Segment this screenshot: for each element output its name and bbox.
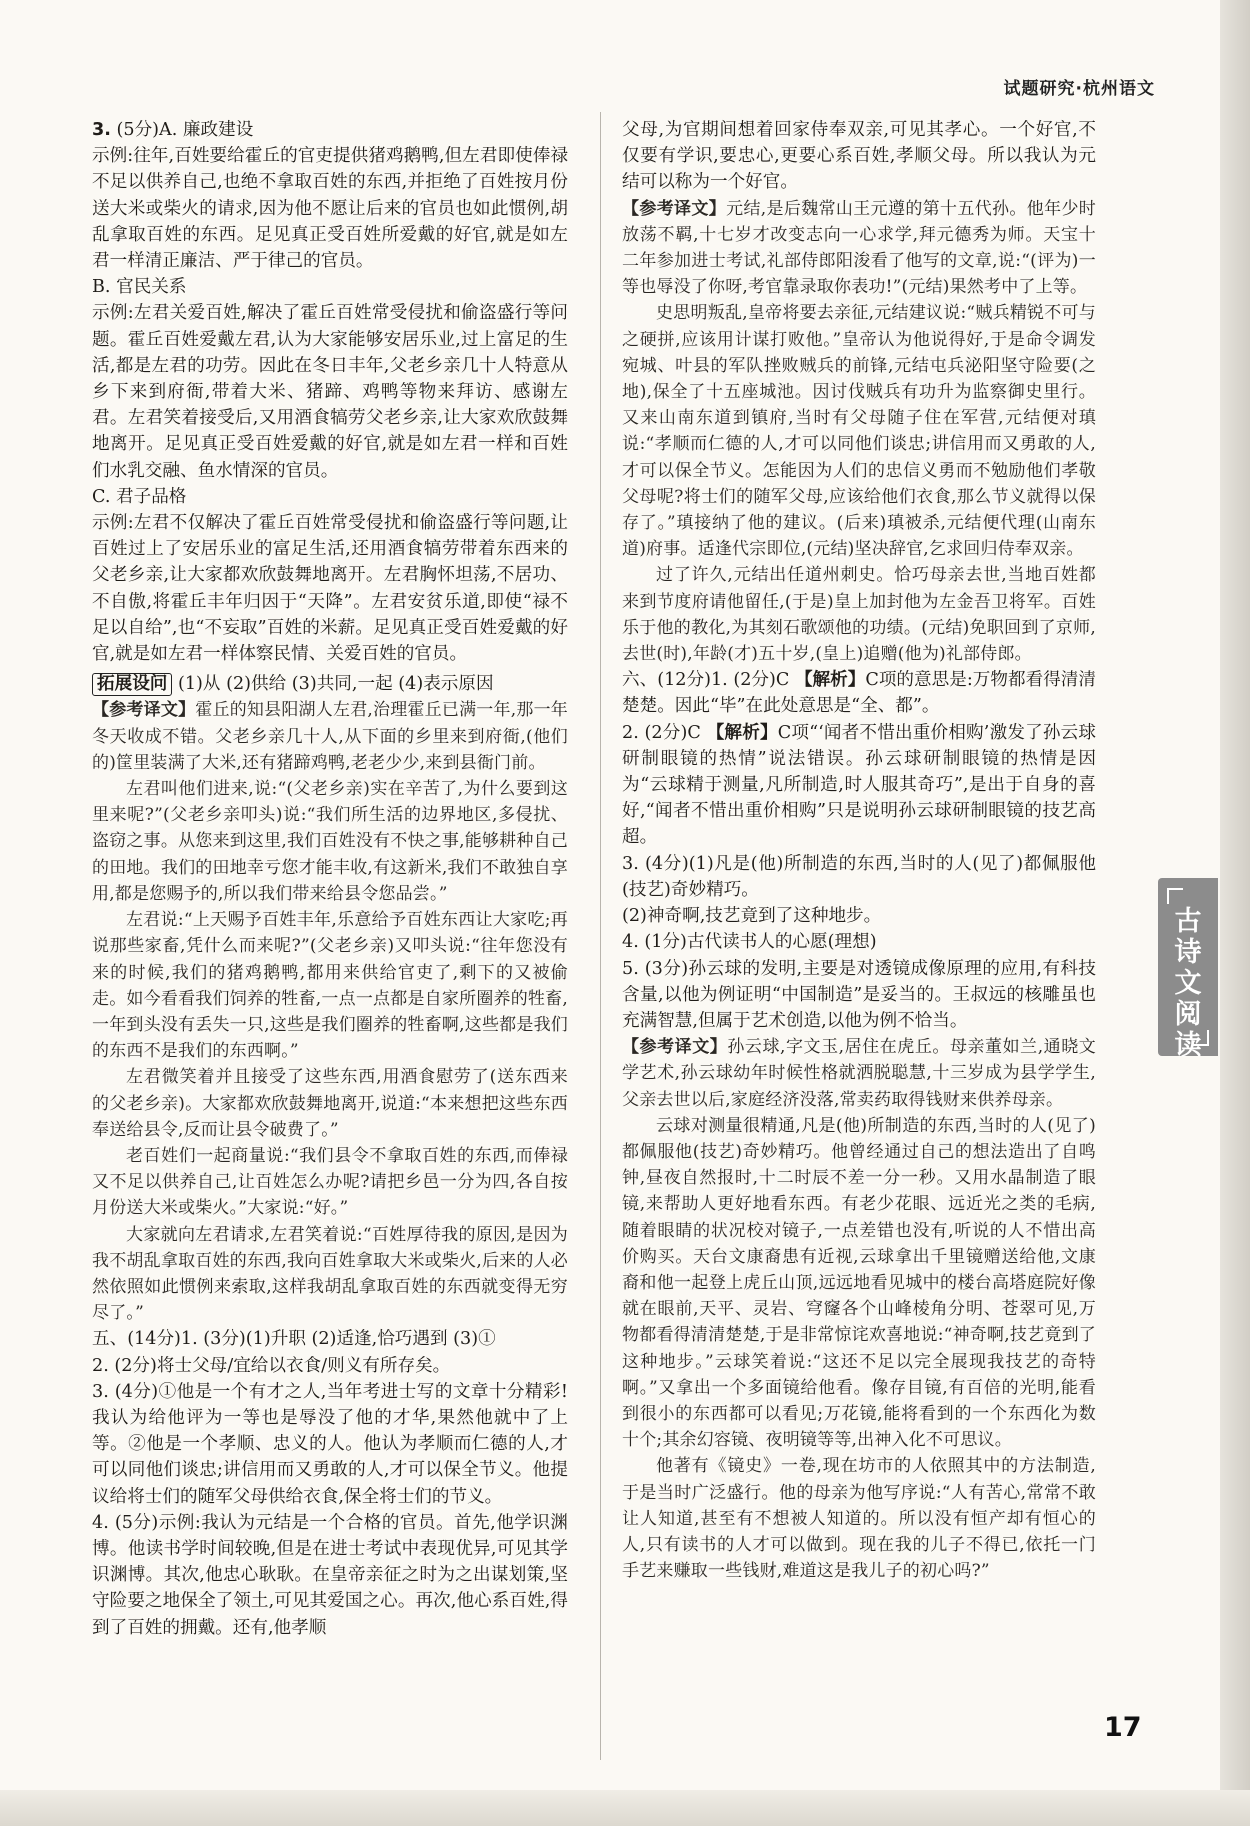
page-bottom-shadow	[0, 1790, 1250, 1826]
extension-answers	[92, 671, 568, 697]
q4-continuation: 父母,为官期间想着回家侍奉双亲,可见其孝心。一个好官,不仅要有学识,要忠心,更要心系百姓,孝顺父母。所以我认为元结可以称为一个好官。	[622, 120, 1096, 193]
bracket-bottom-icon	[1193, 1030, 1209, 1046]
section6-q2-answer: 2. (2分)C	[622, 722, 701, 743]
running-header: 试题研究·杭州语文	[1003, 79, 1155, 99]
q3-a-example: 示例:往年,百姓要给霍丘的官吏提供猪鸡鹅鸭,但左君即使俸禄不足以供养自己,也绝不拿取百姓的东西,并拒绝了百姓按月份送大米或柴火的请求,因为他不愿让后来的官员也如此惯例,胡乱拿取百姓的东西。足见真正受百姓所爱戴的好官,就是如左君一样清正廉洁、严于律己的官员。	[92, 146, 568, 272]
reference-label: 【参考译文】	[92, 700, 196, 721]
page-number: 17	[1104, 1712, 1142, 1743]
section6-q1-answer: 1. (2分)C	[710, 670, 790, 691]
translation-p2: 左君叫他们进来,说:“(父老乡亲)实在辛苦了,为什么要到这里来呢?”(父老乡亲叩头)说:“我们所生活的边界地区,多侵扰、盗窃之事。从您来到这里,我们百姓没有不快之事,能够耕种自己的田地。我们的田地幸亏您才能丰收,有这新米,我们不敢独自享用,都是您赐予的,所以我们带来给县令您品尝。”	[92, 779, 568, 904]
side-tab-char: 读	[1174, 1030, 1202, 1061]
reference-label-3: 【参考译文】	[622, 1037, 728, 1058]
side-tab-char: 文	[1174, 968, 1202, 999]
section6-q2-analysis: C项“‘闻者不惜出重价相购’激发了孙云球研制眼镜的热情”说法错误。孙云球研制眼镜的热情是因为“云球精于测量,凡所制造,时人服其奇巧”,是出于自身的喜好,“闻者不惜出重价相购”只是说明孙云球研制眼镜的技艺高超。	[622, 722, 1096, 848]
translation-p6: 大家就向左君请求,左君笑着说:“百姓厚待我的原因,是因为我不胡乱拿取百姓的东西,我向百姓拿取大米或柴火,后来的人必然依照如此惯例来索取,这样我胡乱拿取百姓的东西就变得无穷尽了。”	[92, 1224, 568, 1324]
translation-yuanjie-p1	[622, 196, 1096, 301]
q3-b-example: 示例:左君关爱百姓,解决了霍丘百姓常受侵扰和偷盗盛行等问题。霍丘百姓爱戴左君,认为大家能够安居乐业,过上富足的生活,都是左君的功劳。因此在冬日丰年,父老乡亲几十人特意从乡下来到府衙,带着大米、猪蹄、鸡鸭等物来拜访、感谢左君。左君笑着接受后,又用酒食犒劳父老乡亲,让大家欢欣鼓舞地离开。足见真正受百姓爱戴的好官,就是如左君一样和百姓们水乳交融、鱼水情深的官员。	[92, 303, 568, 481]
translation-p5: 老百姓们一起商量说:“我们县令不拿取百姓的东西,而俸禄又不足以供养自己,让百姓怎么办呢?请把乡邑一分为四,各自按月份送大米或柴火。”大家说:“好。”	[92, 1145, 568, 1219]
translation-yuanjie-p2: 史思明叛乱,皇帝将要去亲征,元结建议说:“贼兵精锐不可与之硬拼,应该用计谋打败他。”皇帝认为他说得好,于是命令调发宛城、叶县的军队挫败贼兵的前锋,元结屯兵泌阳坚守险要(之地),保全了十五座城池。因讨伐贼兵有功升为监察御史里行。又来山南东道到镇府,当时有父母随子住在军营,元结便对瑱说:“孝顺而仁德的人,才可以同他们谈忠;讲信用而又勇敢的人,才可以保全节义。怎能因为人们的忠信义勇而不勉励他们孝敬父母呢?将士们的随军父母,应该给他们衣食,那么节义就得以保存了。”瑱接纳了他的建议。(后来)瑱被杀,元结便代理(山南东道)府事。适逢代宗即位,(元结)坚决辞官,乞求回归侍奉双亲。	[622, 303, 1096, 560]
q3-a-title: (5分)A. 廉政建设	[116, 120, 254, 140]
analysis-label-2: 【解析】	[706, 722, 778, 743]
section6-heading: 六、(12分)	[622, 670, 711, 691]
translation-yuanjie-p3: 过了许久,元结出任道州刺史。恰巧母亲去世,当地百姓都来到节度府请他留任,(于是)皇上加封他为左金吾卫将军。百姓乐于他的教化,为其刻石歌颂他的功绩。(元结)免职回到了京师,去世(时),年龄(才)五十岁,(皇上)追赠(他为)礼部侍郎。	[622, 565, 1096, 665]
q3-c-title: C. 君子品格	[92, 486, 187, 507]
section5-q2: 2. (2分)将士父母/宜给以衣食/则义有所存矣。	[92, 1355, 451, 1376]
translation-p4: 左君微笑着并且接受了这些东西,用酒食慰劳了(送东西来的父老乡亲)。大家都欢欣鼓舞地离开,说道:“本来想把这些东西奉送给县令,反而让县令破费了。”	[92, 1067, 568, 1140]
section6-q1-analysis: C项的意思是:万物都看得清清楚楚。因此“毕”在此处意思是“全、都”。	[622, 670, 1096, 717]
side-tab-char: 诗	[1174, 937, 1202, 968]
side-tab-char: 阅	[1174, 999, 1202, 1030]
side-tab-char: 古	[1174, 906, 1202, 937]
section5-q3: 3. (4分)①他是一个有才之人,当年考进士写的文章十分精彩!我认为给他评为一等也是辱没了他的才华,果然他就中了上等。②他是一个孝顺、忠义的人。他认为孝顺而仁德的人,才可以同他们谈忠;讲信用而又勇敢的人,才可以保全节义。他提议给将士们的随军父母供给衣食,保全将士们的节义。	[92, 1381, 568, 1507]
right-column	[622, 117, 1096, 1584]
reference-label-2: 【参考译文】	[622, 198, 727, 219]
section5-q1	[92, 1326, 568, 1352]
q3-b-title: B. 官民关系	[92, 277, 187, 298]
page-edge-shadow	[1220, 0, 1250, 1826]
translation-p1-text: 霍丘的知县阳湖人左君,治理霍丘已满一年,那一年冬天收成不错。父老乡亲几十人,从下面的乡里来到府衙,(他们的)筐里装满了大米,还有猪蹄鸡鸭,老老少少,来到县衙门前。	[92, 700, 568, 773]
translation-p3: 左君说:“上天赐予百姓丰年,乐意给予百姓东西让大家吃;再说那些家畜,凭什么而来呢?”(父老乡亲)又叩头说:“往年您没有来的时候,我们的猪鸡鹅鸭,都用来供给官吏了,剩下的又被偷走。如今看看我们饲养的牲畜,一点一点都是自家所圈养的牲畜,一年到头没有丢失一只,这些是我们圈养的牲畜啊,这些都是我们的东西不是我们的东西啊。”	[92, 910, 568, 1062]
translation-sun-p1-text: 孙云球,字文玉,居住在虎丘。母亲董如兰,通晓文学艺术,孙云球幼年时候性格就洒脱聪慧,十三岁成为县学学生,父亲去世以后,家庭经济没落,常卖药取得钱财来供养母亲。	[622, 1037, 1096, 1110]
column-divider	[600, 112, 601, 1760]
section5-heading: 五、(14分)	[92, 1329, 181, 1350]
section6-q1	[622, 667, 1096, 719]
translation-yuanjie-p1-text: 元结,是后魏常山王元遵的第十五代孙。他年少时放荡不羁,十七岁才改变志向一心求学,拜元德秀为师。天宝十二年参加进士考试,礼部侍郎阳浚看了他写的文章,说:“(评为)一等也辱没了你呀,考官靠录取你表功!”(元结)果然考中了上等。	[622, 198, 1096, 298]
section6-q5: 5. (3分)孙云球的发明,主要是对透镜成像原理的应用,有科技含量,以他为例证明“中国制造”是妥当的。王叔远的核雕虽也充满智慧,但属于艺术创造,以他为例不恰当。	[622, 958, 1096, 1031]
q3-c-example: 示例:左君不仅解决了霍丘百姓常受侵扰和偷盗盛行等问题,让百姓过上了安居乐业的富足生活,还用酒食犒劳带着东西来的父老乡亲,让大家都欢欣鼓舞地离开。左君胸怀坦荡,不居功、不自傲,将霍丘丰年归因于“天降”。左君安贫乐道,即使“禄不足以自给”,也“不妄取”百姓的米薪。足见真正受百姓爱戴的好官,就是如左君一样体察民情、关爱百姓的官员。	[92, 513, 568, 665]
analysis-label: 【解析】	[794, 670, 866, 691]
section6-q2	[622, 720, 1096, 851]
section6-q3-part2: (2)神奇啊,技艺竟到了这种地步。	[622, 906, 882, 927]
left-column	[92, 117, 568, 1641]
translation-p1	[92, 697, 568, 776]
translation-sun-p2: 云球对测量很精通,凡是(他)所制造的东西,当时的人(见了)都佩服他(技艺)奇妙精巧。他曾经通过自己的想法造出了自鸣钟,昼夜自然报时,十二时辰不差一分一秒。又用水晶制造了眼镜,来帮助人更好地看东西。有老少花眼、远近光之类的毛病,随着眼睛的状况校对镜子,一点差错也没有,听说的人不惜出高价购买。天台文康裔患有近视,云球拿出千里镜赠送给他,文康裔和他一起登上虎丘山顶,远远地看见城中的楼台高塔庭院好像就在眼前,天平、灵岩、穹窿各个山峰棱角分明、苍翠可见,万物都看得清清楚楚,于是非常惊诧欢喜地说:“神奇啊,技艺竟到了这种地步。”云球笑着说:“这还不足以完全展现我技艺的奇特啊。”又拿出一个多面镜给他看。像存目镜,有百倍的光明,能看到很小的东西都可以看见;万花镜,能将看到的一个东西化为数十个;其余幻容镜、夜明镜等等,出神入化不可思议。	[622, 1115, 1096, 1451]
section5-q4: 4. (5分)示例:我认为元结是一个合格的官员。首先,他学识渊博。他读书学时间较晚,但是在进士考试中表现优异,可见其学识渊博。其次,他忠心耿耿。在皇帝亲征之时为之出谋划策,坚守险要之地保全了领土,可见其爱国之心。再次,他心系百姓,得到了百姓的拥戴。还有,他孝顺	[92, 1512, 568, 1638]
q3-number: 3.	[92, 120, 111, 140]
section-side-tab	[1158, 878, 1218, 1061]
extension-label: 拓展设问	[92, 673, 172, 696]
translation-sun-p1	[622, 1034, 1096, 1113]
translation-sun-p3: 他著有《镜史》一卷,现在坊市的人依照其中的方法制造,于是当时广泛盛行。他的母亲为他写序说:“人有苦心,常常不敢让人知道,甚至有不想被人知道的。所以没有恒产却有恒心的人,只有读书的人才可以做到。现在我的儿子不得已,依托一门手艺来赚取一些钱财,难道这是我儿子的初心吗?”	[622, 1456, 1096, 1582]
section6-q4: 4. (1分)古代读书人的心愿(理想)	[622, 932, 877, 953]
side-tab-label	[1158, 906, 1218, 1061]
section5-q1-text: 1. (3分)(1)升职 (2)适逢,恰巧遇到 (3)①	[180, 1329, 496, 1350]
extension-text: (1)从 (2)供给 (3)共同,一起 (4)表示原因	[177, 674, 494, 695]
q3-a	[92, 117, 568, 143]
bracket-top-icon	[1167, 888, 1183, 904]
section6-q3: 3. (4分)(1)凡是(他)所制造的东西,当时的人(见了)都佩服他(技艺)奇妙精巧。	[622, 853, 1096, 900]
